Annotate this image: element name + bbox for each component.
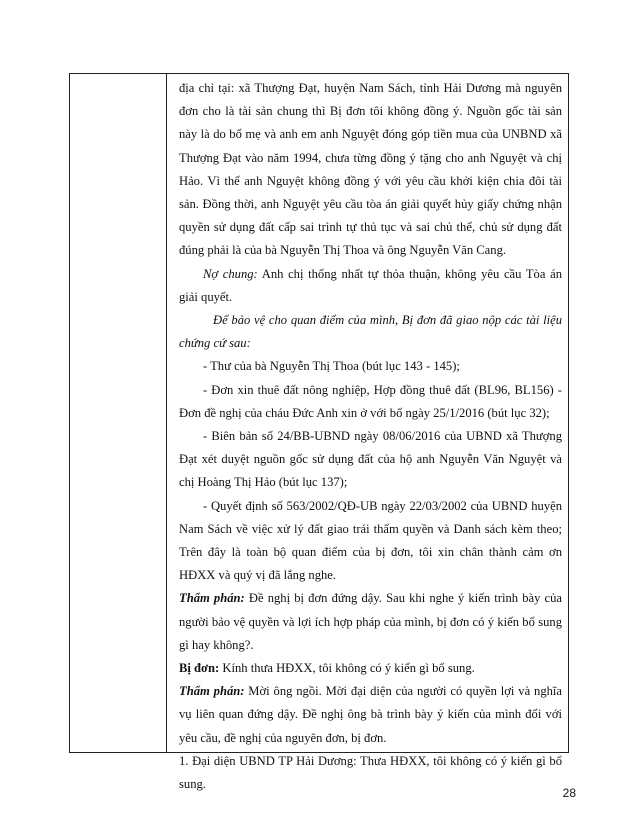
judge-label-2: Thẩm phán: [179,684,245,699]
evidence-item-1: - Thư của bà Nguyễn Thị Thoa (bút lục 143 - 145); [203,359,460,374]
evidence-item-2: - Đơn xin thuê đất nông nghiệp, Hợp đồng thuê đất (BL96, BL156) - Đơn đề nghị của cháu Đức Anh xin ở với bố ngày 25/1/2016 (bút lục 32); [179,382,562,420]
defendant-label: Bị đơn: [179,661,220,676]
judge-label: Thẩm phán: [179,591,245,606]
content-column [167,74,568,792]
evidence-item-4: - Quyết định số 563/2002/QĐ-UB ngày 22/03/2002 của UBND huyện Nam Sách về việc xử lý đất giao trái thẩm quyền và Danh sách kèm theo; Trên đây là toàn bộ quan điểm của bị đơn, tôi xin chân thành cảm ơn HĐXX và quý vị đã lắng nghe. [179,498,562,583]
defendant-text: Kính thưa HĐXX, tôi không có ý kiến gì bổ sung. [219,661,475,676]
judge-text-1: Đề nghị bị đơn đứng dậy. Sau khi nghe ý kiến trình bày của người bảo vệ quyền và lợi ích hợp pháp của mình, bị đơn có ý kiến bổ sung gì hay không?. [179,591,562,652]
judge-text-2: Mời ông ngồi. Mời đại diện của người có quyền lợi và nghĩa vụ liên quan đứng dậy. Đề nghị ông bà trình bày ý kiến của mình đối với yêu cầu, đề nghị của nguyên đơn, bị đơn. [179,684,563,745]
paragraph-common-debt [179,263,562,309]
page-number: 28 [562,786,576,800]
evidence-item-3: - Biên bản số 24/BB-UBND ngày 08/06/2016 của UBND xã Thượng Đạt xét duyệt nguồn gốc sử dụng đất của hộ anh Nguyễn Văn Nguyệt và chị Hoàng Thị Hảo (bút lục 137); [179,429,562,490]
paragraph-defendant [179,657,562,680]
speaker-column [70,74,167,752]
paragraph-property-origin: địa chỉ tại: xã Thượng Đạt, huyện Nam Sách, tỉnh Hải Dương mà nguyên đơn cho là tài sản chung thì Bị đơn tôi không đồng ý. Nguồn gốc tài sản này là do bố mẹ và anh em anh Nguyệt đóng góp tiền mua của UNBND xã Thượng Đạt vào năm 1994, chưa từng đồng ý tặng cho anh Nguyệt và chị Hảo. Vì thế anh Nguyệt không đồng ý với yêu cầu khởi kiện chia đôi tài sản. Đồng thời, anh Nguyệt yêu cầu tòa án giải quyết hủy giấy chứng nhận quyền sử dụng đất cấp sai trình tự thủ tục và sai chủ thể, chủ sử dụng đất đúng phải là của bà Nguyễn Thị Thoa và ông Nguyễn Văn Cang. [179,81,562,258]
paragraph-judge-1 [179,587,562,657]
transcript-table [69,73,569,792]
paragraph-ubnd: 1. Đại diện UBND TP Hải Dương: Thưa HĐXX, tôi không có ý kiến gì bổ sung. [179,753,562,792]
common-debt-label: Nợ chung: [203,266,258,281]
paragraph-judge-2 [179,680,562,750]
paragraph-evidence-intro: Để bảo vệ cho quan điểm của mình, Bị đơn đã giao nộp các tài liệu chứng cứ sau: [179,313,562,351]
common-debt-text: Anh chị thống nhất tự thỏa thuận, không yêu cầu Tòa án giải quyết. [179,266,562,304]
